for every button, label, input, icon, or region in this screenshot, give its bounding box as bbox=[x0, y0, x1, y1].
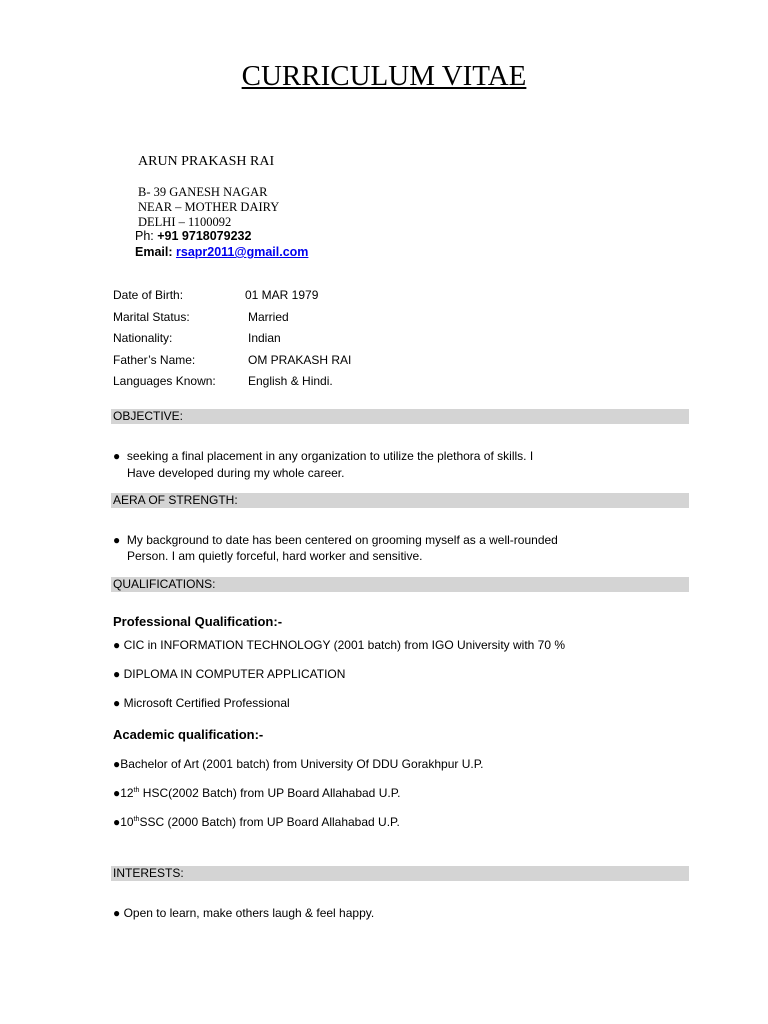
phone-number: +91 9718079232 bbox=[157, 229, 252, 243]
academic-heading: Academic qualification:- bbox=[113, 727, 264, 742]
interests-text bbox=[113, 906, 374, 920]
bullet-icon: ● bbox=[113, 696, 121, 710]
academic-item-text: SSC (2000 Batch) from UP Board Allahabad U.P. bbox=[139, 815, 400, 829]
strength-line-1: My background to date has been centered on grooming myself as a well-rounded bbox=[126, 533, 558, 547]
qualifications-heading-bar bbox=[111, 577, 689, 592]
dob-label: Date of Birth: bbox=[113, 288, 184, 302]
academic-item bbox=[113, 757, 484, 771]
dob-value: 01 MAR 1979 bbox=[245, 288, 319, 302]
qualifications-heading: QUALIFICATIONS: bbox=[113, 577, 216, 591]
academic-item-text: HSC(2002 Batch) from UP Board Allahabad U.P. bbox=[139, 786, 401, 800]
address-line-2: NEAR – MOTHER DAIRY bbox=[138, 200, 280, 214]
email-label: Email bbox=[135, 245, 169, 259]
interests-heading-bar bbox=[111, 866, 689, 881]
bullet-icon: ● bbox=[113, 757, 121, 771]
marital-label: Marital Status: bbox=[113, 310, 190, 324]
document-title: CURRICULUM VITAE bbox=[241, 60, 527, 92]
interests-heading: INTERESTS: bbox=[113, 866, 184, 880]
address-line-3: DELHI – 1100092 bbox=[138, 215, 232, 229]
bullet-icon: ● bbox=[113, 786, 121, 800]
strength-text bbox=[113, 533, 558, 547]
father-name-value: OM PRAKASH RAI bbox=[248, 353, 352, 367]
academic-item bbox=[113, 815, 400, 829]
father-name-label: Father’s Name: bbox=[113, 353, 196, 367]
professional-heading: Professional Qualification:- bbox=[113, 614, 283, 629]
objective-line-2: Have developed during my whole career. bbox=[127, 466, 345, 480]
strength-heading: AERA OF STRENGTH: bbox=[113, 493, 238, 507]
strength-line-2: Person. I am quietly forceful, hard worker and sensitive. bbox=[127, 549, 423, 563]
nationality-label: Nationality: bbox=[113, 331, 173, 345]
languages-value: English & Hindi. bbox=[248, 374, 333, 388]
bullet-icon: ● bbox=[113, 533, 121, 547]
ordinal-suffix: th bbox=[133, 816, 140, 823]
professional-item-text: Microsoft Certified Professional bbox=[123, 696, 290, 710]
professional-item bbox=[113, 638, 565, 652]
phone-label: Ph: bbox=[135, 229, 158, 243]
candidate-name: ARUN PRAKASH RAI bbox=[138, 154, 275, 169]
nationality-value: Indian bbox=[248, 331, 281, 345]
objective-text bbox=[113, 449, 533, 463]
professional-item-text: DIPLOMA IN COMPUTER APPLICATION bbox=[123, 667, 346, 681]
professional-item bbox=[113, 667, 345, 681]
academic-item-text: 12 bbox=[120, 786, 134, 800]
academic-item-text: Bachelor of Art (2001 batch) from University Of DDU Gorakhpur U.P. bbox=[120, 757, 484, 771]
academic-item-text: 10 bbox=[120, 815, 134, 829]
professional-item bbox=[113, 696, 290, 710]
email-line: Email: rsapr2011@gmail.com bbox=[135, 245, 309, 259]
languages-label: Languages Known: bbox=[113, 374, 216, 388]
objective-heading: OBJECTIVE: bbox=[113, 409, 184, 423]
bullet-icon: ● bbox=[113, 449, 121, 463]
email-link[interactable]: rsapr2011@gmail.com bbox=[176, 245, 309, 259]
interests-line-1: Open to learn, make others laugh & feel happy. bbox=[123, 906, 375, 920]
marital-value: Married bbox=[248, 310, 289, 324]
bullet-icon: ● bbox=[113, 638, 121, 652]
objective-line-1: seeking a final placement in any organization to utilize the plethora of skills. I bbox=[126, 449, 534, 463]
bullet-icon: ● bbox=[113, 667, 121, 681]
address-line-1: B- 39 GANESH NAGAR bbox=[138, 185, 268, 199]
academic-item bbox=[113, 786, 400, 800]
bullet-icon: ● bbox=[113, 815, 121, 829]
bullet-icon: ● bbox=[113, 906, 121, 920]
strength-heading-bar bbox=[111, 493, 689, 508]
phone-line bbox=[135, 229, 251, 243]
ordinal-suffix: th bbox=[133, 787, 140, 794]
professional-item-text: CIC in INFORMATION TECHNOLOGY (2001 batch) from IGO University with 70 % bbox=[123, 638, 566, 652]
objective-heading-bar bbox=[111, 409, 689, 424]
